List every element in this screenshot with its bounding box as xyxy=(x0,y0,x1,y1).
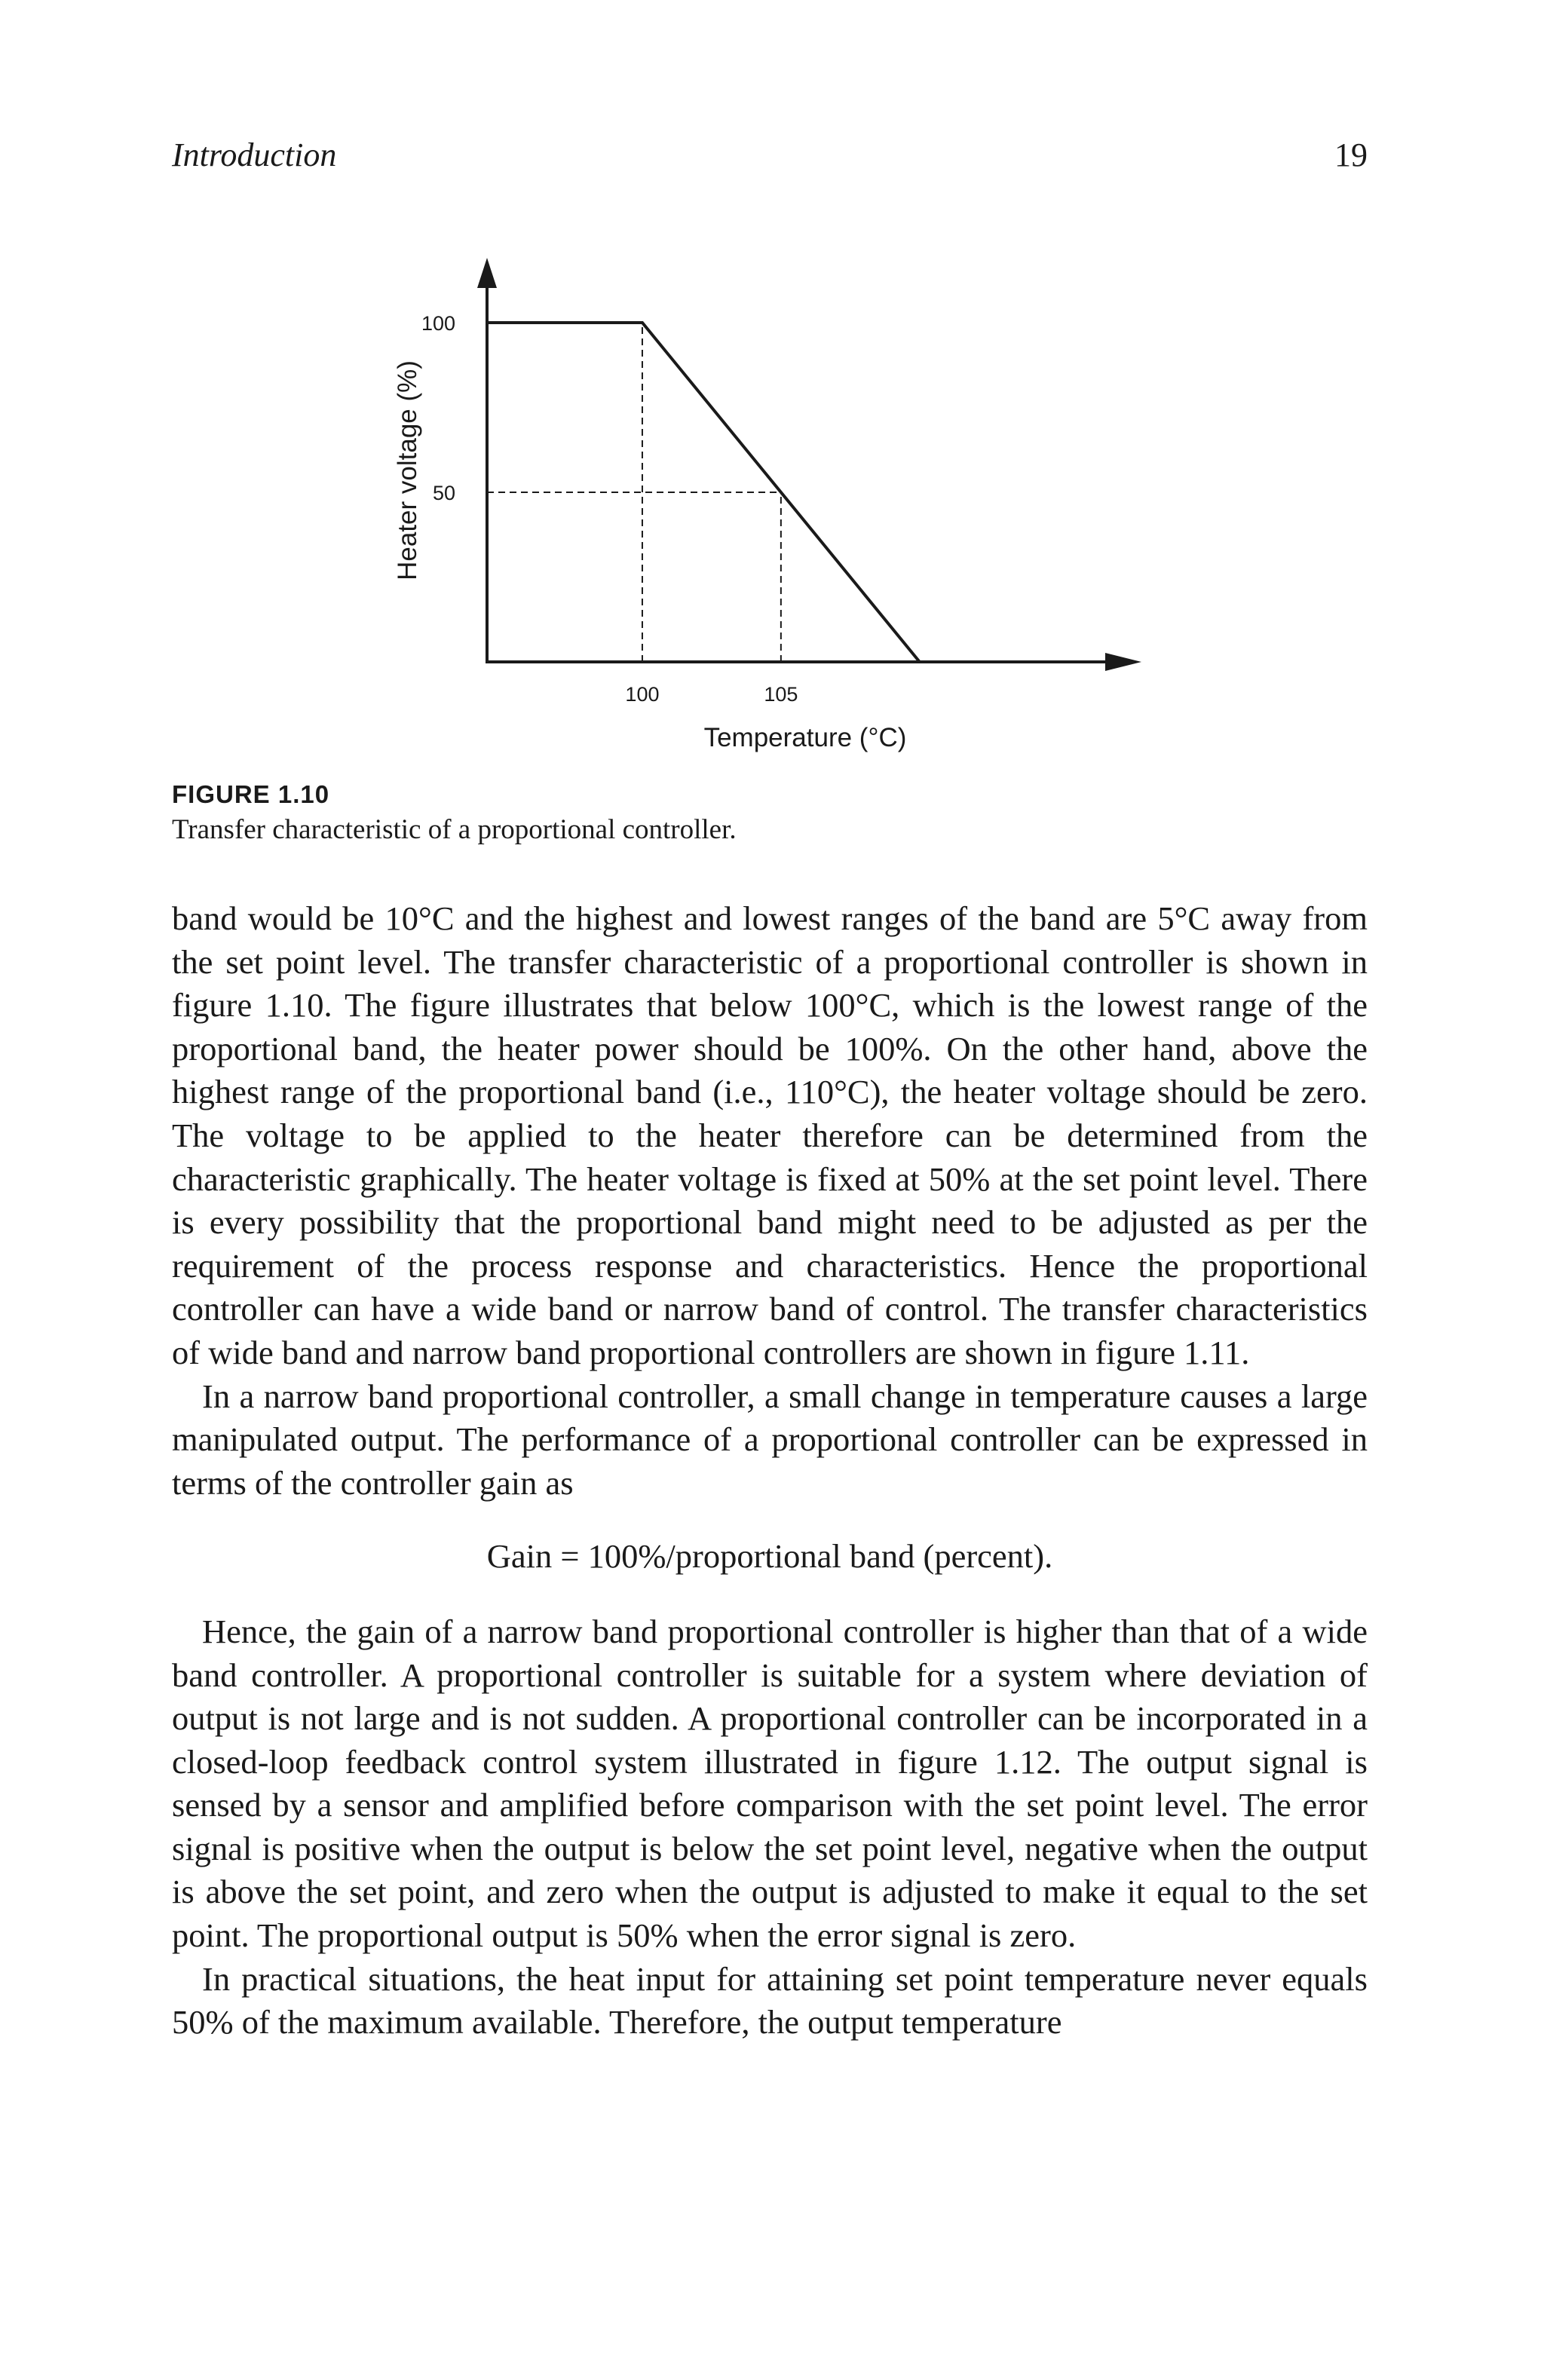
x-axis-arrow xyxy=(1105,653,1141,671)
y-axis-arrow xyxy=(477,258,497,288)
paragraph: In practical situations, the heat input for attaining set point temperature never equals 50% of the maximum available. Therefore, the output temperature xyxy=(172,1959,1368,2042)
figure-caption xyxy=(172,778,1368,849)
x-axis-label: Temperature (°C) xyxy=(703,723,907,752)
gain-equation: Gain = 100%/proportional band (percent). xyxy=(486,1537,1053,1576)
x-tick-label: 105 xyxy=(764,683,798,706)
caption-text: Transfer characteristic of a proportional controller. xyxy=(172,814,737,845)
y-tick-label: 50 xyxy=(432,482,455,504)
paragraph: Hence, the gain of a narrow band proportional controller is higher than that of a wide band controller. A proportional controller is suitable for a system where deviation of output is not large and is not sudden. A proportional controller can be incorporated in a closed-loop feedback control system illustrated in figure 1.12. The output signal is sensed by a sensor and amplified before comparison with the set point level. The error signal is positive when the output is below the set point level, negative when the output is above the set point, and zero when the output is adjusted to make it equal to the set point. The proportional output is 50% when the error signal is zero. xyxy=(172,1612,1368,1955)
reference-lines xyxy=(487,323,781,662)
running-head xyxy=(172,136,1368,181)
paragraph: In a narrow band proportional controller, a small change in temperature causes a large manipulated output. The performance of a proportional controller can be expressed in terms of the controller gain as xyxy=(172,1377,1368,1502)
transfer-characteristic-chart xyxy=(0,226,1544,769)
x-tick-label: 100 xyxy=(625,683,660,706)
y-axis-label: Heater voltage (%) xyxy=(393,360,422,580)
paragraph: band would be 10°C and the highest and lowest ranges of the band are 5°C away from the set point level. The transfer characteristic of a proportional controller is shown in figure 1.10. The figure illustrates that below 100°C, which is the lowest range of the proportional band, the heater power should be 100%. On the other hand, above the highest range of the proportional band (i.e., 110°C), the heater voltage should be zero. The voltage to be applied to the heater therefore can be determined from the characteristic graphically. The heater voltage is fixed at 50% at the set point level. There is every possibility that the proportional band might need to be adjusted as per the requirement of the process response and characteristics. Hence the proportional controller can have a wide band or narrow band of control. The transfer characteristics of wide band and narrow band proportional controllers are shown in figure 1.11. xyxy=(172,899,1368,1371)
chapter-title: Introduction xyxy=(172,136,337,173)
body-text xyxy=(172,897,1368,2045)
y-tick-label: 100 xyxy=(421,312,455,335)
page-number: 19 xyxy=(1334,136,1368,173)
caption-label: FIGURE 1.10 xyxy=(172,780,330,808)
